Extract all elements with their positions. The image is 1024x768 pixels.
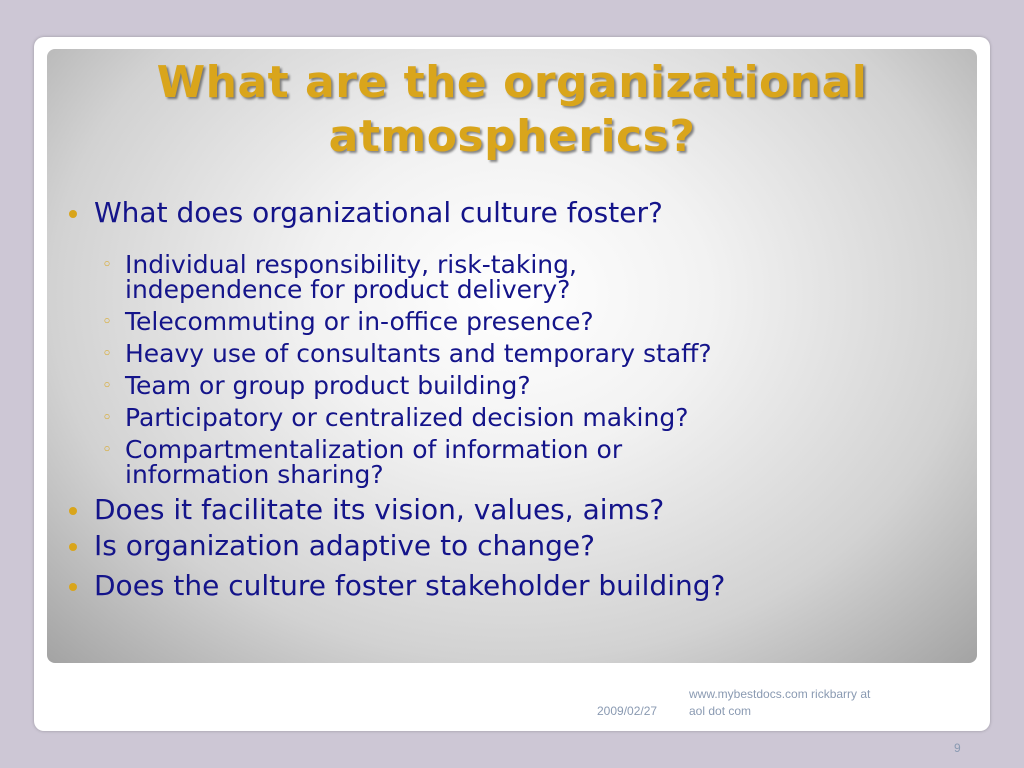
sub-bullet-circle-icon: ◦ bbox=[102, 312, 113, 332]
page-number: 9 bbox=[954, 741, 961, 755]
sub-bullet-circle-icon: ◦ bbox=[102, 440, 113, 460]
sub-bullet-item bbox=[66, 252, 966, 302]
sub-bullet-text-line: Heavy use of consultants and temporary staff? bbox=[125, 339, 712, 368]
bullet-list bbox=[66, 196, 966, 603]
sub-bullet-circle-icon: ◦ bbox=[102, 376, 113, 396]
sub-bullet-item bbox=[66, 437, 966, 487]
bullet-text: What does organizational culture foster? bbox=[94, 196, 663, 229]
title-line-2: atmospherics? bbox=[328, 111, 696, 162]
bullet-text: Is organization adaptive to change? bbox=[94, 529, 595, 562]
bullet-item bbox=[66, 569, 966, 603]
bullet-item bbox=[66, 493, 966, 527]
bullet-dot-icon bbox=[69, 210, 77, 218]
sub-bullet-circle-icon: ◦ bbox=[102, 344, 113, 364]
sub-bullet-text-line: Team or group product building? bbox=[125, 371, 531, 400]
bullet-item bbox=[66, 196, 966, 230]
sub-bullet-circle-icon: ◦ bbox=[102, 408, 113, 428]
sub-bullet-text-line: Compartmentalization of information or bbox=[125, 435, 623, 464]
footer-source bbox=[689, 686, 870, 720]
sub-bullet-item bbox=[66, 309, 966, 334]
sub-bullet-circle-icon: ◦ bbox=[102, 255, 113, 275]
bullet-item bbox=[66, 529, 966, 563]
title-line-1: What are the organizational bbox=[156, 57, 868, 108]
bullet-dot-icon bbox=[69, 583, 77, 591]
bullet-text: Does the culture foster stakeholder building? bbox=[94, 569, 726, 602]
sub-bullet-item bbox=[66, 341, 966, 366]
bullet-dot-icon bbox=[69, 507, 77, 515]
footer-source-line: aol dot com bbox=[689, 704, 752, 718]
sub-bullet-text-line: information sharing? bbox=[125, 460, 384, 489]
footer-source-line: www.mybestdocs.com rickbarry at bbox=[689, 687, 871, 701]
sub-bullet-text-line: Telecommuting or in-office presence? bbox=[125, 307, 594, 336]
footer-date: 2009/02/27 bbox=[597, 704, 658, 718]
sub-bullet-text-line: independence for product delivery? bbox=[125, 275, 571, 304]
slide-title bbox=[47, 56, 977, 164]
bullet-dot-icon bbox=[69, 543, 77, 551]
sub-bullet-item bbox=[66, 373, 966, 398]
sub-bullet-text-line: Participatory or centralized decision making? bbox=[125, 403, 689, 432]
sub-bullet-item bbox=[66, 405, 966, 430]
bullet-text: Does it facilitate its vision, values, aims? bbox=[94, 493, 665, 526]
sub-bullet-text-line: Individual responsibility, risk-taking, bbox=[125, 250, 577, 279]
